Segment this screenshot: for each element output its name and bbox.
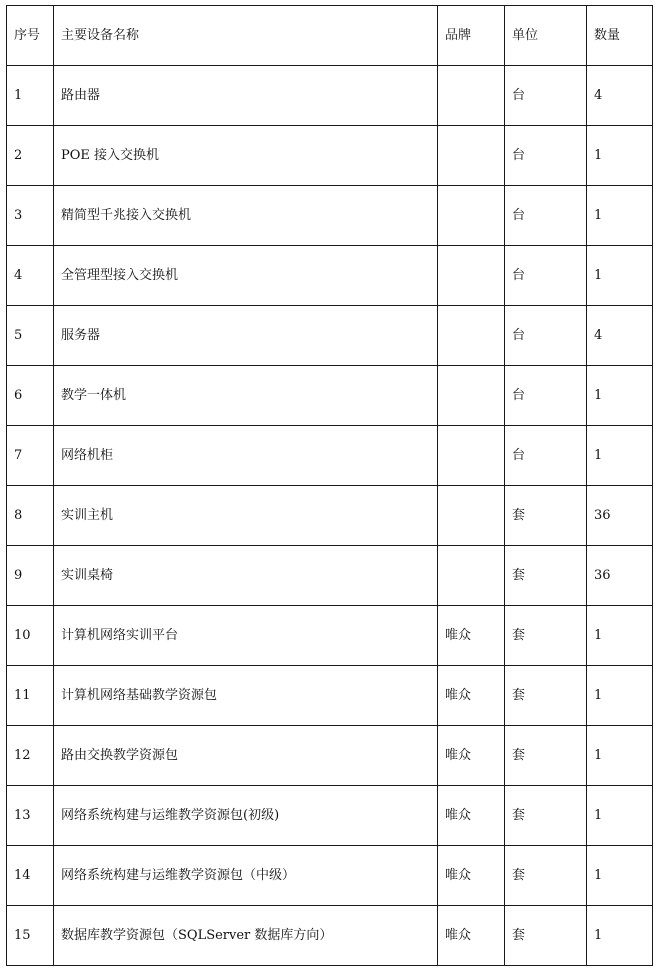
cell-index: 14 bbox=[7, 846, 54, 906]
cell-quantity: 1 bbox=[587, 666, 653, 726]
cell-quantity: 1 bbox=[587, 786, 653, 846]
cell-brand: 唯众 bbox=[438, 906, 505, 966]
cell-brand bbox=[438, 546, 505, 606]
cell-unit: 套 bbox=[505, 486, 587, 546]
cell-unit: 套 bbox=[505, 906, 587, 966]
cell-brand: 唯众 bbox=[438, 846, 505, 906]
cell-name: 网络系统构建与运维教学资源包（中级） bbox=[54, 846, 438, 906]
cell-unit: 台 bbox=[505, 126, 587, 186]
cell-quantity: 4 bbox=[587, 66, 653, 126]
cell-unit: 套 bbox=[505, 726, 587, 786]
cell-index: 2 bbox=[7, 126, 54, 186]
cell-index: 6 bbox=[7, 366, 54, 426]
cell-brand bbox=[438, 426, 505, 486]
cell-brand bbox=[438, 66, 505, 126]
cell-index: 15 bbox=[7, 906, 54, 966]
cell-quantity: 1 bbox=[587, 186, 653, 246]
cell-index: 7 bbox=[7, 426, 54, 486]
cell-unit: 套 bbox=[505, 606, 587, 666]
cell-index: 1 bbox=[7, 66, 54, 126]
cell-unit: 套 bbox=[505, 666, 587, 726]
cell-brand bbox=[438, 366, 505, 426]
cell-name: 数据库教学资源包（SQLServer 数据库方向） bbox=[54, 906, 438, 966]
cell-name: 计算机网络实训平台 bbox=[54, 606, 438, 666]
cell-quantity: 1 bbox=[587, 606, 653, 666]
cell-brand: 唯众 bbox=[438, 606, 505, 666]
equipment-table-body bbox=[7, 6, 653, 966]
cell-quantity: 36 bbox=[587, 546, 653, 606]
cell-quantity: 1 bbox=[587, 906, 653, 966]
cell-brand: 唯众 bbox=[438, 666, 505, 726]
cell-unit: 套 bbox=[505, 546, 587, 606]
cell-index: 4 bbox=[7, 246, 54, 306]
header-brand: 品牌 bbox=[438, 6, 505, 66]
header-unit: 单位 bbox=[505, 6, 587, 66]
cell-brand bbox=[438, 186, 505, 246]
cell-index: 5 bbox=[7, 306, 54, 366]
cell-name: 计算机网络基础教学资源包 bbox=[54, 666, 438, 726]
table-row bbox=[7, 126, 653, 186]
cell-name: 路由交换教学资源包 bbox=[54, 726, 438, 786]
cell-index: 12 bbox=[7, 726, 54, 786]
table-row bbox=[7, 426, 653, 486]
table-header-row bbox=[7, 6, 653, 66]
cell-brand: 唯众 bbox=[438, 786, 505, 846]
cell-unit: 台 bbox=[505, 186, 587, 246]
cell-name: 路由器 bbox=[54, 66, 438, 126]
cell-brand bbox=[438, 306, 505, 366]
cell-quantity: 1 bbox=[587, 426, 653, 486]
cell-unit: 台 bbox=[505, 66, 587, 126]
cell-name: 实训桌椅 bbox=[54, 546, 438, 606]
header-name: 主要设备名称 bbox=[54, 6, 438, 66]
cell-name: 实训主机 bbox=[54, 486, 438, 546]
header-index: 序号 bbox=[7, 6, 54, 66]
cell-quantity: 36 bbox=[587, 486, 653, 546]
cell-quantity: 1 bbox=[587, 126, 653, 186]
cell-brand bbox=[438, 126, 505, 186]
cell-unit: 套 bbox=[505, 786, 587, 846]
cell-index: 8 bbox=[7, 486, 54, 546]
cell-quantity: 4 bbox=[587, 306, 653, 366]
cell-unit: 套 bbox=[505, 846, 587, 906]
table-row bbox=[7, 786, 653, 846]
cell-name: 全管理型接入交换机 bbox=[54, 246, 438, 306]
cell-brand bbox=[438, 486, 505, 546]
equipment-table bbox=[6, 5, 653, 966]
cell-index: 10 bbox=[7, 606, 54, 666]
table-row bbox=[7, 546, 653, 606]
cell-unit: 台 bbox=[505, 246, 587, 306]
table-row bbox=[7, 66, 653, 126]
table-row bbox=[7, 606, 653, 666]
cell-name: 网络系统构建与运维教学资源包(初级) bbox=[54, 786, 438, 846]
cell-index: 11 bbox=[7, 666, 54, 726]
table-row bbox=[7, 906, 653, 966]
cell-brand bbox=[438, 246, 505, 306]
cell-name: 网络机柜 bbox=[54, 426, 438, 486]
cell-quantity: 1 bbox=[587, 846, 653, 906]
cell-brand: 唯众 bbox=[438, 726, 505, 786]
header-quantity: 数量 bbox=[587, 6, 653, 66]
table-row bbox=[7, 366, 653, 426]
table-row bbox=[7, 666, 653, 726]
cell-unit: 台 bbox=[505, 426, 587, 486]
cell-unit: 台 bbox=[505, 366, 587, 426]
cell-quantity: 1 bbox=[587, 366, 653, 426]
table-row bbox=[7, 486, 653, 546]
table-row bbox=[7, 246, 653, 306]
cell-unit: 台 bbox=[505, 306, 587, 366]
cell-quantity: 1 bbox=[587, 726, 653, 786]
cell-index: 13 bbox=[7, 786, 54, 846]
cell-name: POE 接入交换机 bbox=[54, 126, 438, 186]
table-row bbox=[7, 186, 653, 246]
cell-quantity: 1 bbox=[587, 246, 653, 306]
cell-name: 精简型千兆接入交换机 bbox=[54, 186, 438, 246]
table-row bbox=[7, 726, 653, 786]
cell-name: 服务器 bbox=[54, 306, 438, 366]
cell-name: 教学一体机 bbox=[54, 366, 438, 426]
table-row bbox=[7, 846, 653, 906]
cell-index: 3 bbox=[7, 186, 54, 246]
cell-index: 9 bbox=[7, 546, 54, 606]
table-row bbox=[7, 306, 653, 366]
